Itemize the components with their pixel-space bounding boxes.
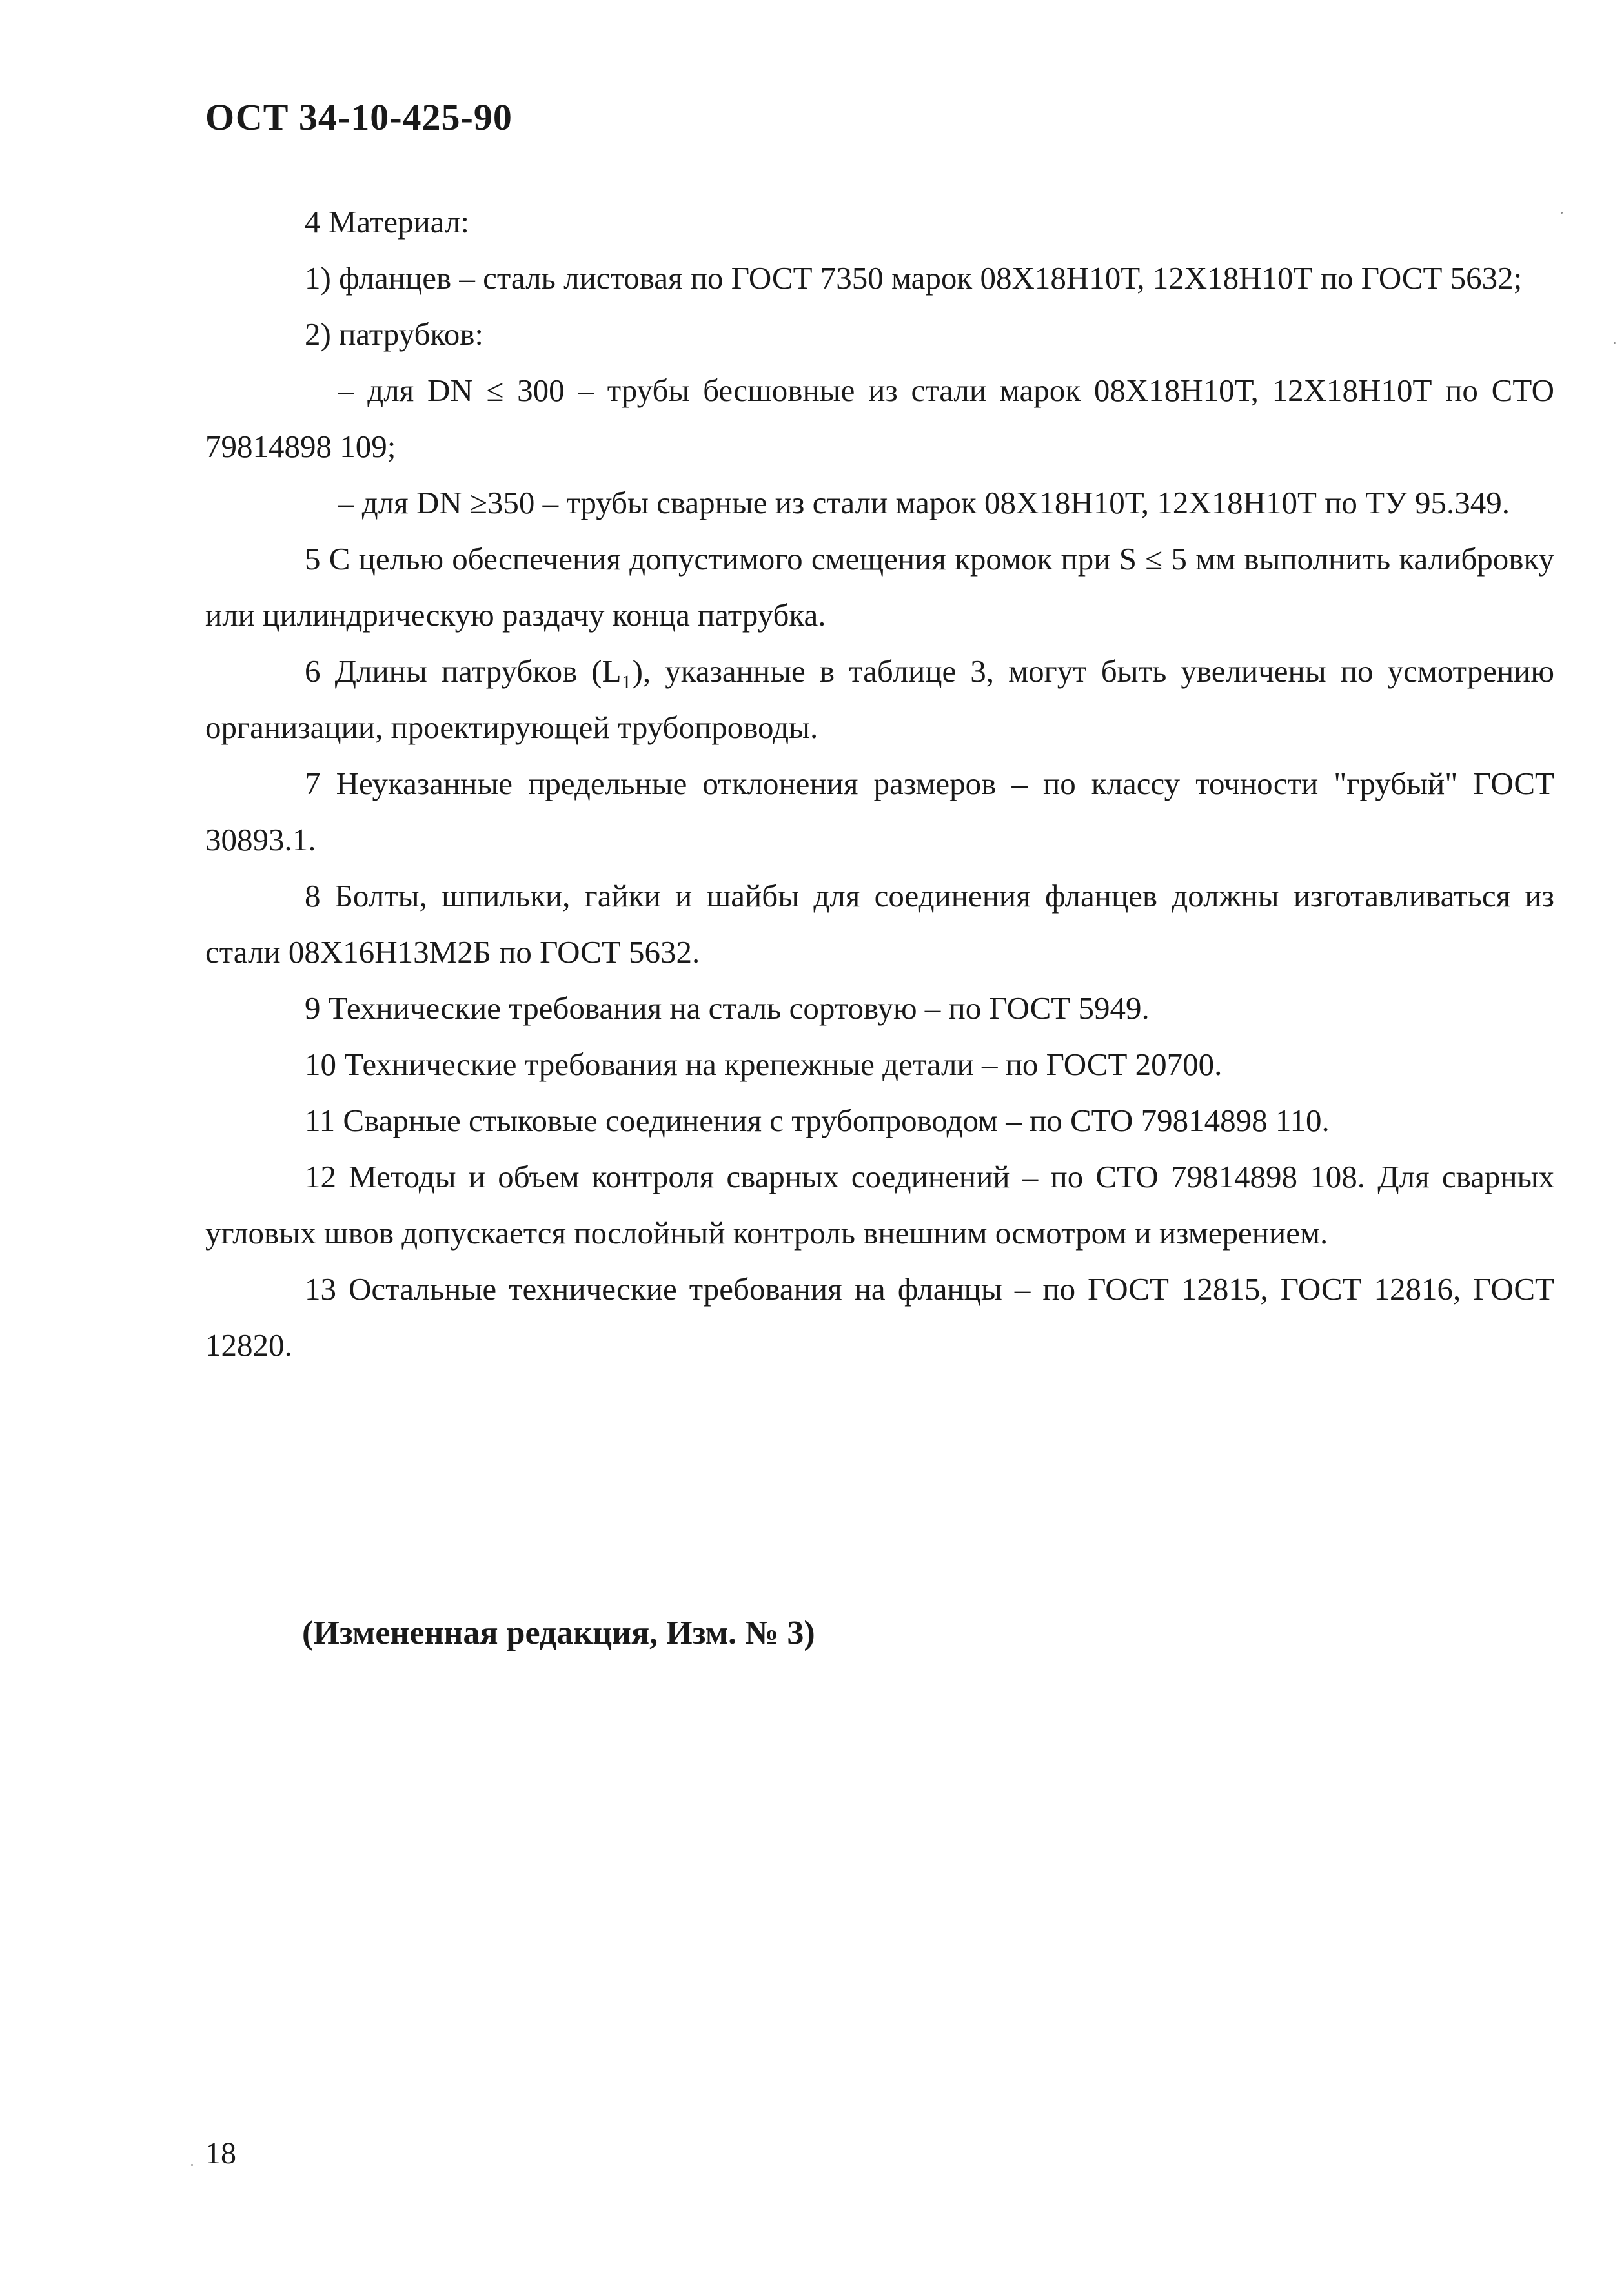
paragraph-dn-350: – для DN ≥350 – трубы сварные из стали марок 08Х18Н10Т, 12Х18Н10Т по ТУ 95.349. xyxy=(338,485,1510,520)
paragraph-9-bar-steel: 9 Технические требования на сталь сортовую – по ГОСТ 5949. xyxy=(305,990,1150,1026)
paragraph-12-weld-inspection: 12 Методы и объем контроля сварных соединений – по СТО 79814898 108. Для сварных угловых швов допускается послойный контроль внешним осмотром и измерением. xyxy=(205,1159,1554,1251)
revision-note: (Измененная редакция, Изм. № 3) xyxy=(302,1615,815,1651)
paragraph-4-material: 4 Материал: xyxy=(305,204,469,240)
paragraph-4-2-nozzles: 2) патрубков: xyxy=(305,316,483,352)
paragraph-13-other-requirements: 13 Остальные технические требования на фланцы – по ГОСТ 12815, ГОСТ 12816, ГОСТ 12820. xyxy=(205,1271,1554,1363)
paragraph-dn-300: – для DN ≤ 300 – трубы бесшовные из стали марок 08Х18Н10Т, 12Х18Н10Т по СТО 79814898 109; xyxy=(205,373,1554,464)
scan-speck xyxy=(1561,212,1563,214)
paragraph-6-nozzle-length: 6 Длины патрубков (L₁), указанные в таблице 3, могут быть увеличены по усмотрению организации, проектирующей трубопроводы. xyxy=(205,653,1554,745)
paragraph-11-butt-welds: 11 Сварные стыковые соединения с трубопроводом – по СТО 79814898 110. xyxy=(305,1103,1330,1138)
paragraph-10-fastener-requirements: 10 Технические требования на крепежные детали – по ГОСТ 20700. xyxy=(305,1047,1223,1082)
scan-speck xyxy=(1614,342,1616,344)
document-code-header: ОСТ 34-10-425-90 xyxy=(205,96,513,138)
scan-speck xyxy=(191,2164,193,2166)
requirements-text xyxy=(205,194,1554,1373)
paragraph-4-1-flanges: 1) фланцев – сталь листовая по ГОСТ 7350 марок 08Х18Н10Т, 12Х18Н10Т по ГОСТ 5632; xyxy=(305,260,1523,296)
paragraph-8-fasteners: 8 Болты, шпильки, гайки и шайбы для соединения фланцев должны изготавливаться из стали 08Х16Н13М2Б по ГОСТ 5632. xyxy=(205,878,1554,970)
paragraph-5-edge-offset: 5 С целью обеспечения допустимого смещения кромок при S ≤ 5 мм выполнить калибровку или цилиндрическую раздачу конца патрубка. xyxy=(205,541,1554,633)
page-number: 18 xyxy=(205,2136,236,2171)
paragraph-7-tolerances: 7 Неуказанные предельные отклонения размеров – по классу точности "грубый" ГОСТ 30893.1. xyxy=(205,766,1554,857)
